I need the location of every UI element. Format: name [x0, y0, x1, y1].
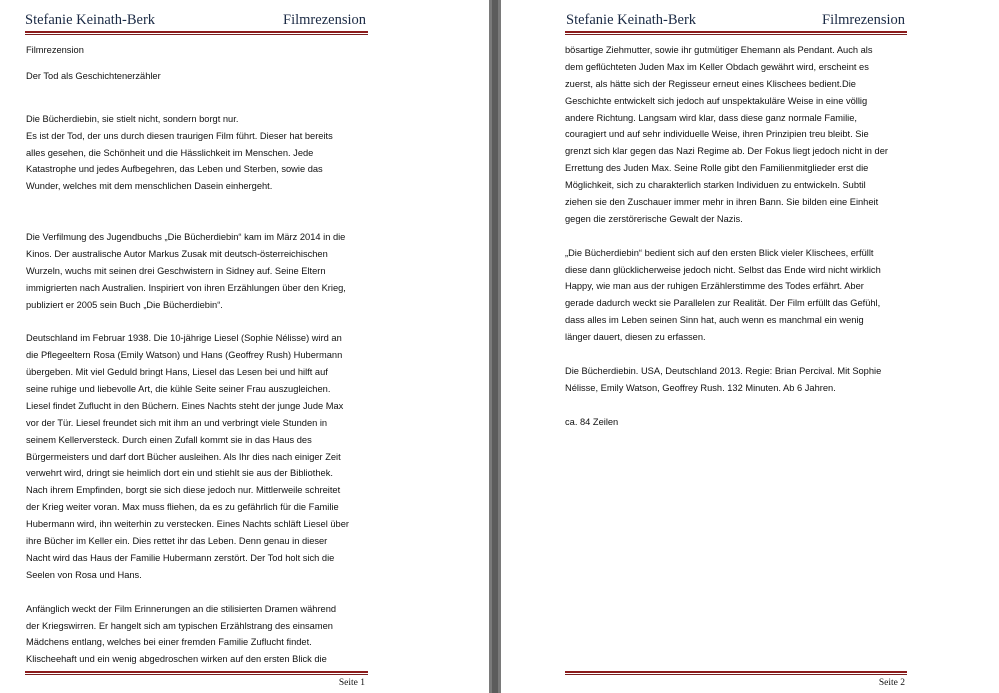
- text-line: vor der Tür. Liesel freundet sich mit ihm an und verbringt viele Stunden in: [26, 417, 328, 428]
- paragraph-film-info: [565, 363, 925, 397]
- paragraph-background: [26, 229, 376, 313]
- text-line: Nacht wird das Haus der Familie Hubermann zerstört. Der Tod holt sich die: [26, 552, 335, 563]
- text-line: diese dann glücklicherweise jedoch nicht. Selbst das Ende wird nicht wirklich: [565, 264, 881, 275]
- text-line: Errettung des Juden Max. Seine Rolle gibt den Familienmitglieder erst die: [565, 163, 869, 174]
- text-line: der Krieg weiter voran. Max muss fliehen, da es zu gefährlich für die Familie: [26, 502, 339, 513]
- text-line: Nélisse, Emily Watson, Geoffrey Rush. 132 Minuten. Ab 6 Jahren.: [565, 382, 836, 393]
- text-line: ihre Bücher im Keller ein. Dies rettet ihr das Leben. Denn genau in dieser: [26, 536, 328, 547]
- text-line: Hubermann wird, ihn weiterhin zu verstecken. Eines Nachts schläft Liesel über: [26, 519, 349, 530]
- text-line: Klischeehaft und ein wenig abgedroschen wirken auf den ersten Blick die: [26, 654, 327, 665]
- text-line: Möglichkeit, sich zu charakterlich starken Individuen zu entwickeln. Subtil: [565, 180, 866, 191]
- text-line: seinem Kellerversteck. Durch einen Zufall kommt sie in das Haus des: [26, 434, 312, 445]
- document-label: Filmrezension: [26, 45, 84, 55]
- text-line: publiziert er 2005 sein Buch „Die Bücherdiebin“.: [26, 299, 223, 310]
- header-document-type: Filmrezension: [283, 12, 366, 28]
- paragraph-critique-start: [26, 601, 376, 669]
- header-rule: [565, 31, 907, 35]
- document-subtitle: Der Tod als Geschichtenerzähler: [26, 70, 161, 81]
- text-line: übergeben. Mit viel Geduld bringt Hans, Liesel das Lesen bei und hilft auf: [26, 367, 328, 378]
- page-number: Seite 1: [338, 678, 365, 688]
- text-line: Wurzeln, wuchs mit seinen drei Geschwistern in Sidney auf. Seine Eltern: [26, 265, 326, 276]
- text-line: verwehrt wird, dringt sie heimlich dort ein und stiehlt sie aus der Bibliothek.: [26, 468, 333, 479]
- text-line: Anfänglich weckt der Film Erinnerungen an die stilisierten Dramen während: [26, 603, 337, 614]
- text-line: Wunder, welches mit dem menschlichen Dasein einhergeht.: [26, 181, 273, 192]
- text-line: dem geflüchteten Juden Max im Keller Obdach gewährt wird, erscheint es: [565, 61, 869, 72]
- text-line: alles gesehen, die Schönheit und die Hässlichkeit im Menschen. Jede: [26, 147, 314, 158]
- text-line: bösartige Ziehmutter, sowie ihr gutmütiger Ehemann als Pendant. Auch als: [565, 45, 873, 55]
- paragraph-plot: [26, 330, 376, 583]
- page-2: [501, 0, 999, 693]
- text-line: die Pflegeeltern Rosa (Emily Watson) und Hans (Geoffrey Rush) Hubermann: [26, 350, 343, 361]
- text-line: immigrierten nach Australien. Inspiriert von ihren Erzählungen über den Krieg,: [26, 282, 346, 293]
- footer-rule: [25, 671, 368, 675]
- text-line: seine ruhige und liebevolle Art, die kühle Seite seiner Frau auszugleichen.: [26, 384, 331, 395]
- page-gutter: [489, 0, 501, 693]
- text-line: andere Richtung. Langsam wird klar, dass diese ganz normale Familie,: [565, 112, 857, 123]
- text-line: zuerst, als hätte sich der Regisseur erneut eines Klischees bedient.Die: [565, 78, 856, 89]
- page-1: [0, 0, 489, 693]
- text-line: ca. 84 Zeilen: [565, 416, 619, 427]
- text-line: grenzt sich klar gegen das Nazi Regime ab. Der Fokus liegt jedoch nicht in der: [565, 146, 888, 157]
- header-document-type: Filmrezension: [822, 12, 905, 28]
- text-line: Deutschland im Februar 1938. Die 10-jährige Liesel (Sophie Nélisse) wird an: [26, 333, 342, 344]
- text-line: Kinos. Der australische Autor Markus Zusak mit deutsch-österreichischen: [26, 248, 328, 259]
- page-1-body: [26, 42, 376, 668]
- text-line: dass alles im Leben seinen Sinn hat, auch wenn es manchmal ein wenig: [565, 315, 864, 326]
- text-line: länger dauert, diesen zu erfassen.: [565, 332, 706, 343]
- text-line: Mädchens entlang, welches bei einer fremden Familie Zuflucht findet.: [26, 637, 312, 648]
- text-line: „Die Bücherdiebin“ bedient sich auf den ersten Blick vieler Klischees, erfüllt: [565, 247, 874, 258]
- paragraph-critique-continued: [565, 42, 925, 228]
- text-line: Happy, wie man aus der ruhigen Erzählerstimme des Todes erfährt. Aber: [565, 281, 864, 292]
- text-line: couragiert und auf sehr individuelle Weise, ihren Prinzipien treu bleibt. Sie: [565, 129, 869, 140]
- paragraph-intro: [26, 111, 376, 195]
- text-line: Nach ihrem Empfinden, borgt sie sich diese jedoch nur. Mittlerweile schreitet: [26, 485, 341, 496]
- text-line: gerade dadurch weckt sie Parallelen zur Realität. Der Film erfüllt das Gefühl,: [565, 298, 881, 309]
- text-line: Die Verfilmung des Jugendbuchs „Die Bücherdiebin“ kam im März 2014 in die: [26, 232, 346, 243]
- text-line: Geschichte entwickelt sich jedoch auf unspektakuläre Weise in eine völlig: [565, 95, 868, 106]
- text-line: Die Bücherdiebin. USA, Deutschland 2013. Regie: Brian Percival. Mit Sophie: [565, 365, 882, 376]
- paragraph-conclusion: [565, 245, 925, 346]
- header-author: Stefanie Keinath-Berk: [25, 12, 156, 28]
- text-line: Bürgermeisters und darf dort Bücher ausleihen. Als Ihr dies nach einiger Zeit: [26, 451, 341, 462]
- footer-rule: [565, 671, 907, 675]
- page-2-body: [565, 42, 925, 430]
- text-line: der Kriegswirren. Er hangelt sich am typischen Erzählstrang des einsamen: [26, 620, 333, 631]
- text-line: Liesel findet Zuflucht in den Büchern. Eines Nachts steht der junge Jude Max: [26, 400, 344, 411]
- text-line: Die Bücherdiebin, sie stielt nicht, sondern borgt nur.: [26, 113, 239, 124]
- text-line: ziehen sie den Zuschauer immer mehr in ihren Bann. Sie bilden eine Einheit: [565, 197, 879, 208]
- header-rule: [25, 31, 368, 35]
- text-line: Katastrophe und jedes Aufbegehren, das Leben und Sterben, sowie das: [26, 164, 323, 175]
- header-author: Stefanie Keinath-Berk: [566, 12, 697, 28]
- text-line: Es ist der Tod, der uns durch diesen traurigen Film führt. Dieser hat bereits: [26, 130, 333, 141]
- text-line: Seelen von Rosa und Hans.: [26, 569, 142, 580]
- page-number: Seite 2: [878, 678, 905, 688]
- text-line: gegen die zerstörerische Gewalt der Nazis.: [565, 213, 743, 224]
- line-count-note: [565, 414, 925, 431]
